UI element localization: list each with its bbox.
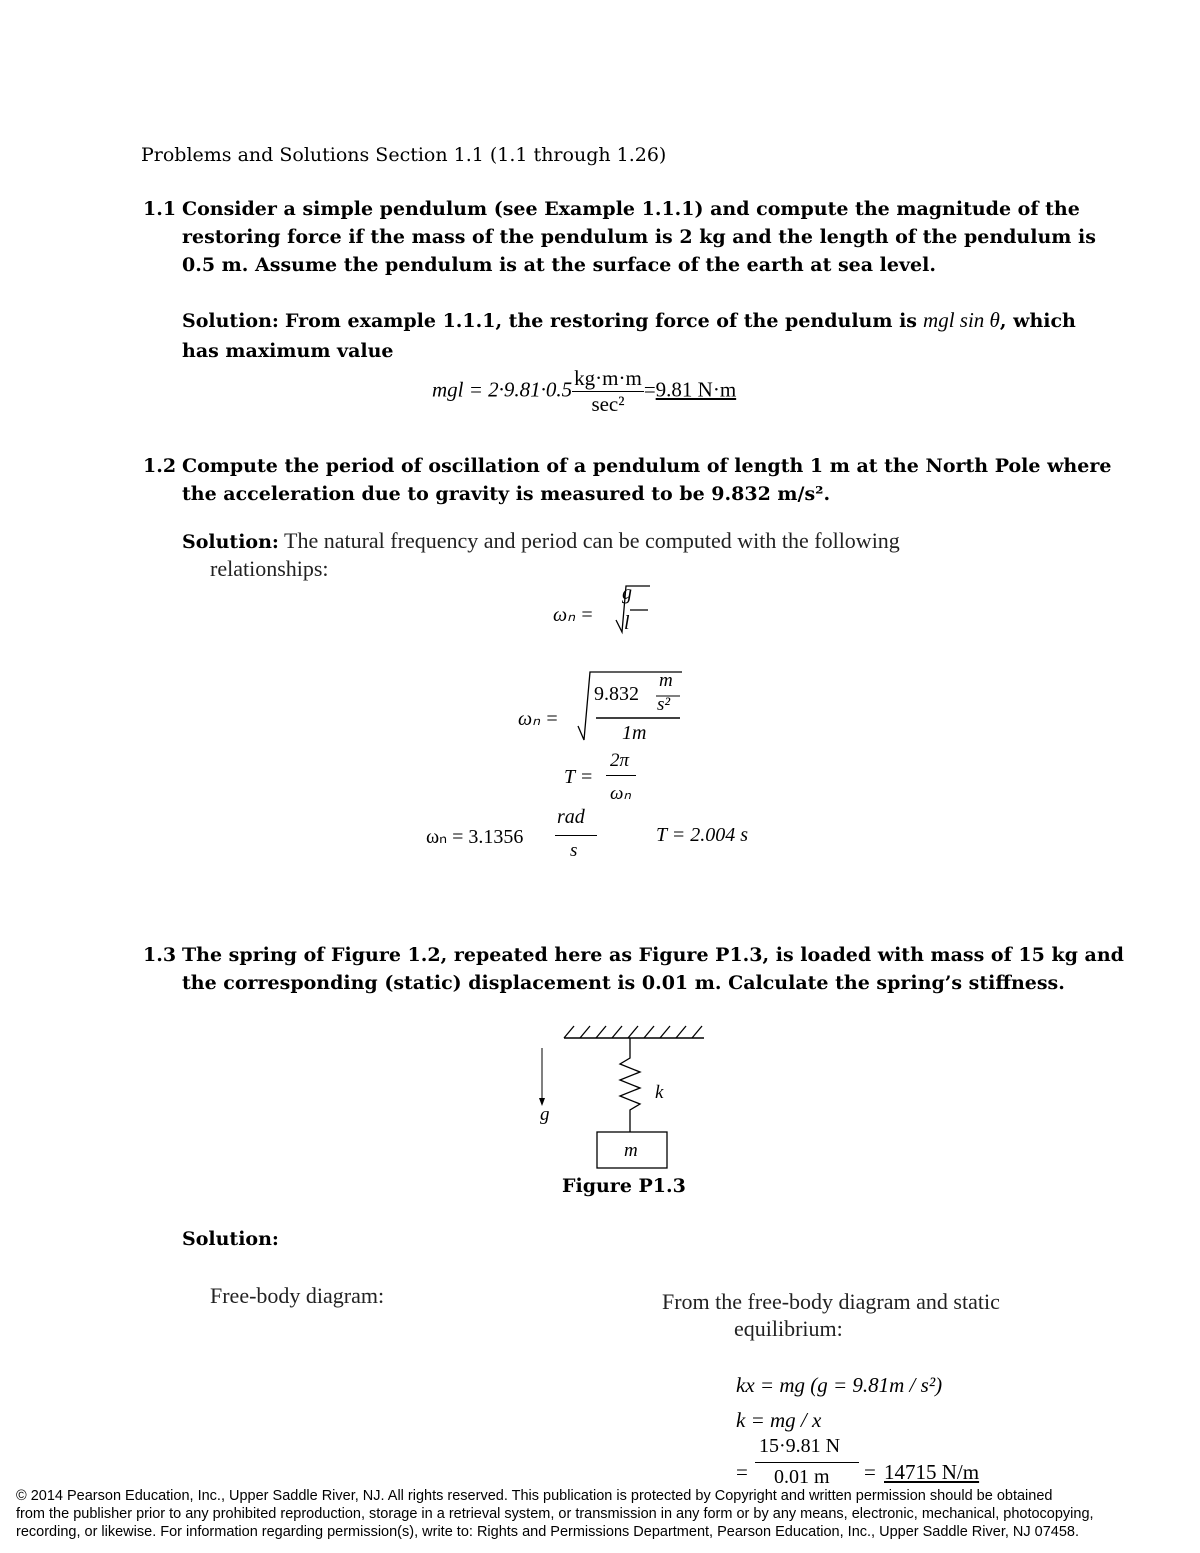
problem-text-line: the acceleration due to gravity is measured to be 9.832 m/s². — [182, 483, 831, 505]
solution-label: Solution: — [182, 310, 279, 332]
solution-text: From the free-body diagram and static — [662, 1289, 1000, 1314]
unit-numerator: rad — [557, 806, 585, 828]
equals-sign: = — [736, 1460, 748, 1484]
problem-text-line: Consider a simple pendulum (see Example 1.1.1) and compute the magnitude of the — [182, 198, 1080, 220]
unit-denominator: s² — [657, 694, 671, 715]
fraction-numerator: g — [622, 582, 632, 604]
problem-number: 1.2 — [143, 455, 177, 477]
solution-label: Solution: — [182, 1228, 279, 1250]
copyright-footer — [16, 1487, 1186, 1541]
solution-text: The natural frequency and period can be computed with the following — [284, 528, 900, 553]
fraction-denominator: sec² — [591, 392, 625, 416]
math-expression: mgl sin θ — [923, 308, 1000, 332]
spring — [620, 1038, 640, 1132]
problem-text-line: restoring force if the mass of the pendulum is 2 kg and the length of the pendulum is — [182, 226, 1096, 248]
equation-lhs: mgl = 2·9.81·0.5 — [432, 377, 573, 402]
spring-label: k — [655, 1082, 664, 1103]
solution-line: has maximum value — [182, 340, 394, 362]
ceiling-hatching — [564, 1026, 702, 1038]
unit-numerator: m — [659, 670, 673, 691]
equation-result: T = 2.004 s — [656, 824, 749, 846]
solution-label: Solution: — [182, 531, 279, 553]
footer-line: © 2014 Pearson Education, Inc., Upper Saddle River, NJ. All rights reserved. This publication is protected by Copyright and written permission should be obtained — [16, 1488, 1053, 1504]
problem-text-line: the corresponding (static) displacement is 0.01 m. Calculate the spring’s stiffness. — [182, 972, 1065, 994]
footer-line: recording, or likewise. For information regarding permission(s), write to: Rights and Permissions Department, Pearson Education, Inc., Upper Saddle River, NJ 07458. — [16, 1524, 1080, 1540]
equation-lhs: ωₙ = — [553, 604, 594, 626]
equation-restoring-force — [432, 366, 736, 417]
fraction-denominator: ωₙ — [610, 783, 631, 804]
equation-lhs: ωₙ = — [518, 708, 559, 730]
fraction-numerator: kg·m·m — [574, 366, 642, 390]
equation-result: 9.81 N·m — [655, 377, 737, 402]
solution-line — [182, 308, 1076, 333]
problem-text-line: 0.5 m. Assume the pendulum is at the surface of the earth at sea level. — [182, 254, 936, 276]
problem-text-line: Compute the period of oscillation of a pendulum of length 1 m at the North Pole where — [182, 455, 1112, 477]
mass-label: m — [624, 1140, 638, 1161]
solution-text-tail: , which — [999, 310, 1076, 332]
problem-number: 1.1 — [143, 198, 177, 220]
problem-number: 1.3 — [143, 944, 177, 966]
equilibrium-equation: kx = mg (g = 9.81m / s²) — [736, 1373, 943, 1397]
gravity-label: g — [540, 1104, 550, 1125]
fraction-bar — [755, 1462, 859, 1463]
equation-result: ωₙ = 3.1356 — [426, 826, 524, 848]
unit-denominator: s — [570, 840, 578, 861]
fbd-label: Free-body diagram: — [210, 1283, 385, 1308]
footer-line: from the publisher prior to any prohibited reproduction, storage in a retrieval system, or transmission in any form or by any means, electronic, mechanical, photocopying, — [16, 1506, 1094, 1522]
sqrt-sign — [612, 582, 652, 638]
fraction-denominator: 0.01 m — [774, 1466, 830, 1488]
fraction-denominator: l — [624, 612, 630, 634]
equals-sign: = — [864, 1460, 876, 1484]
equation-lhs: T = — [564, 766, 594, 788]
unit-fraction — [572, 366, 644, 417]
solution-text: equilibrium: — [734, 1316, 843, 1341]
solution-line — [182, 528, 900, 554]
fraction-numerator: 2π — [610, 750, 630, 771]
solution-text: From example 1.1.1, the restoring force of the pendulum is — [284, 310, 917, 332]
fraction-bar — [555, 835, 597, 836]
fraction-bar — [606, 775, 636, 776]
fraction-denominator: 1m — [622, 722, 647, 744]
fraction-numerator: 15·9.81 N — [759, 1435, 841, 1457]
solution-line: relationships: — [210, 556, 329, 581]
stiffness-equation: k = mg / x — [736, 1408, 822, 1432]
problem-text-line: The spring of Figure 1.2, repeated here as Figure P1.3, is loaded with mass of 15 kg and — [182, 944, 1124, 966]
equals-sign: = — [643, 377, 656, 402]
figure-caption: Figure P1.3 — [562, 1175, 686, 1197]
page-heading: Problems and Solutions Section 1.1 (1.1 through 1.26) — [141, 144, 667, 166]
stiffness-result: 14715 N/m — [884, 1460, 980, 1484]
numeric-value: 9.832 — [594, 683, 639, 705]
